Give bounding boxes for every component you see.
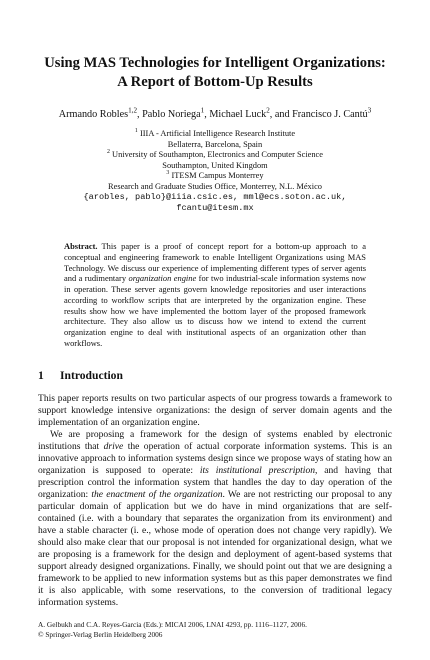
citation-line: A. Gelbukh and C.A. Reyes-Garcia (Eds.): MICAI 2006, LNAI 4293, pp. 1116–1127, 2006. (38, 620, 307, 629)
author-name: Michael Luck (209, 109, 267, 120)
affiliation-2-location: Southampton, United Kingdom (162, 160, 268, 170)
abstract-label: Abstract. (64, 241, 98, 251)
abstract (64, 241, 366, 349)
affiliations (20, 129, 410, 213)
author-affiliation-mark: 3 (367, 106, 372, 115)
author-separator: , (137, 109, 143, 120)
author-separator: , (204, 109, 210, 120)
affiliation-3: $^3$ ITESM Campus Monterrey (166, 170, 264, 180)
paragraph: This paper reports results on two particular aspects of our progress towards a framework to support knowledge intensive organizations: the design of server domain agents and the implementation of an organization engine. (38, 393, 392, 428)
abstract-text-cont: for two industrial-scale information systems now in operation. These server agents govern knowledge repositories and user interactions according to workflow scripts that are interpreted by the organization engine. These results show how we have implemented the bottom layer of the proposed framework architecture. They also allow us to discuss how we intend to extend the current organization engine to deal with institutional aspects of an organization other than workflows. (64, 273, 366, 348)
emphasis: its institutional prescription (199, 465, 315, 476)
abstract-emphasis: organization engine (128, 273, 197, 284)
affiliation-1: $^1$ IIIA - Artificial Intelligence Research Institute (134, 128, 296, 138)
section-number: 1 (38, 369, 44, 382)
affiliation-mark: 3 (166, 170, 170, 177)
email-addresses-cont: fcantu@itesm.mx (176, 202, 254, 213)
paragraph: We are proposing a framework for the design of systems enabled by electronic institutions that drive the operation of actual corporate information systems. This is an innovative approach to information systems design since we propose ways of stating how an organization is supposed to operate: its institutional prescription, and having that prescription control the information system that handles the day to day operation of the organization: the enactment of the organization. We are not restricting our proposal to any particular domain of application but we do have in mind organizations that are self-contained (i.e. with a boundary that separates the organization from its environment) and have a stable character (i. e., whose mode of operation does not change very rapidly). We should also make clear that our proposal is not intended for organizational design, what we are proposing is a framework for the design and deployment of agent-based systems that support already designed organizations. Finally, we should point out that we are designing a framework to be applied to new information systems but as this paper demonstrates we find it is also applicable, with some reservations, to the conversion of traditional legacy information systems. (38, 429, 393, 608)
body-text (38, 393, 392, 609)
author-separator: , and (269, 109, 293, 120)
author-affiliation-mark: 2 (266, 106, 270, 115)
title-line-1: Using MAS Technologies for Intelligent Organizations: (44, 55, 386, 71)
affiliation-3-location: Research and Graduate Studies Office, Monterrey, N.L. México (108, 181, 322, 191)
section-title: Introduction (60, 369, 123, 382)
section-heading (38, 369, 123, 382)
author-name: Armando Robles (58, 109, 129, 120)
page-footer (38, 620, 398, 640)
affiliation-1-location: Bellaterra, Barcelona, Spain (167, 139, 263, 149)
author-affiliation-mark: 1 (200, 106, 205, 115)
affiliation-mark: 1 (134, 128, 138, 135)
title-line-2: A Report of Bottom-Up Results (117, 74, 313, 90)
author-name: Pablo Noriega (142, 109, 201, 120)
author-name: Francisco J. Cantú (292, 109, 368, 120)
copyright-line: © Springer-Verlag Berlin Heidelberg 2006 (38, 630, 163, 639)
email-addresses: {arobles, pablo}@iiia.csic.es, mml@ecs.soton.ac.uk, (83, 192, 347, 202)
affiliation-mark: 2 (107, 149, 110, 156)
paper-title (30, 54, 400, 92)
author-list (20, 108, 410, 121)
emphasis: drive (103, 441, 124, 452)
affiliation-2: $^2$ University of Southampton, Electronics and Computer Science (107, 149, 323, 159)
emphasis: the enactment of the organization (91, 489, 223, 500)
author-affiliation-mark: 1,2 (128, 106, 137, 115)
abstract-text: This paper is a proof of concept report for a bottom-up approach to a conceptual and engineering framework to enable Intelligent Organizations using MAS Technology. We discuss our experience of implementing different types of server agents and a rudimentary (64, 241, 366, 284)
